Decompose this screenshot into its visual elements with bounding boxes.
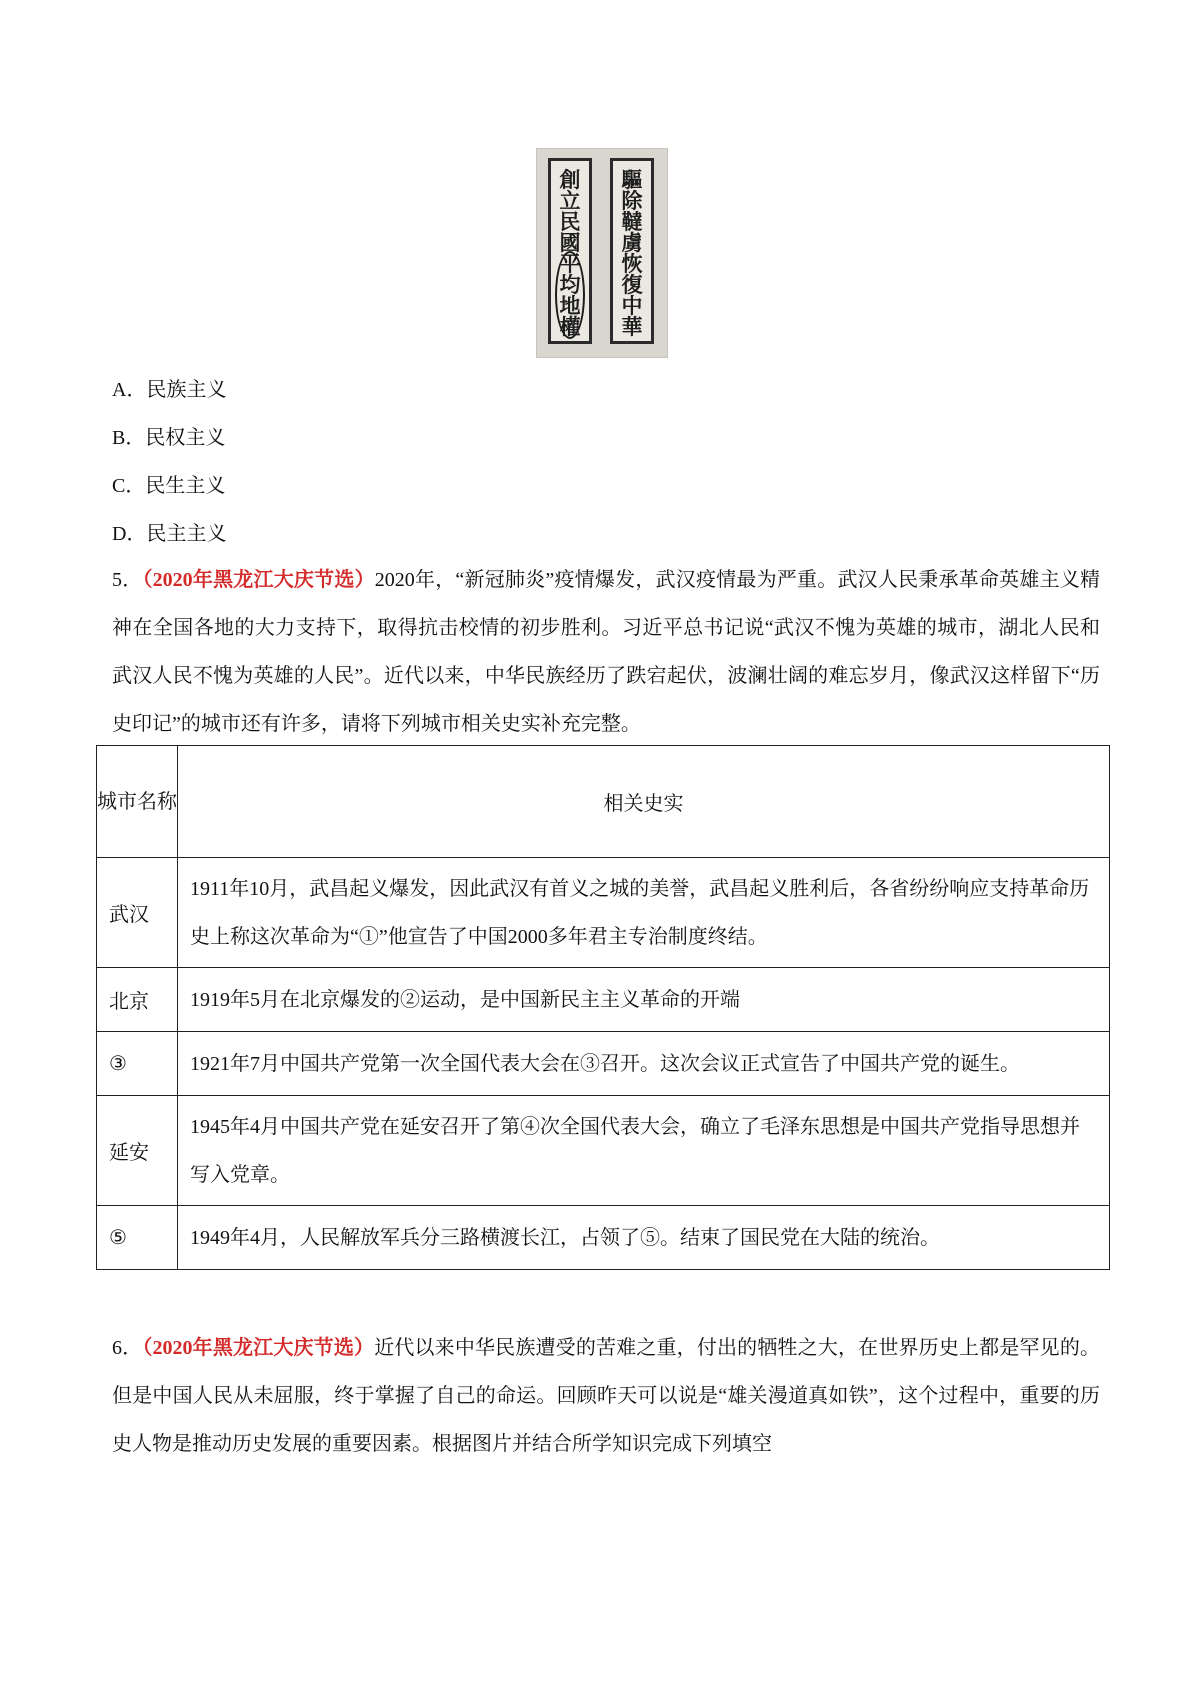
table-row — [97, 1032, 1110, 1096]
couplet-right-strip — [610, 158, 654, 344]
couplet-character: 除 — [621, 188, 643, 213]
option-c-letter: C． — [112, 475, 146, 497]
couplet-character: 韃 — [621, 209, 643, 234]
question-6 — [112, 1324, 1100, 1468]
table-row — [97, 1096, 1110, 1206]
history-facts-table — [96, 745, 1110, 1270]
city-cell: 武汉 — [97, 858, 178, 968]
couplet-character: 恢 — [621, 251, 643, 276]
couplet-character: 虜 — [621, 230, 643, 255]
couplet-character: 權 — [559, 314, 581, 339]
question-6-number: 6． — [112, 1337, 143, 1359]
couplet-character: 民 — [559, 209, 581, 234]
city-cell: 延安 — [97, 1096, 178, 1206]
header-related-facts: 相关史实 — [178, 746, 1110, 858]
question-5-source: （2020年黑龙江大庆节选） — [142, 569, 375, 591]
couplet-character: 均 — [559, 272, 581, 297]
option-d-letter: D． — [112, 523, 147, 545]
couplet-character: 國 — [559, 230, 581, 255]
couplet-character: 驅 — [621, 167, 643, 192]
couplet-left-strip — [548, 158, 592, 344]
couplet-right-text — [613, 169, 651, 337]
option-c-text: 民生主义 — [145, 475, 226, 497]
option-b — [112, 426, 225, 450]
couplet-seal-mark — [555, 251, 585, 339]
table-row — [97, 968, 1110, 1032]
couplet-character: 創 — [559, 167, 581, 192]
fact-cell: 1921年7月中国共产党第一次全国代表大会在③召开。这次会议正式宣告了中国共产党的诞生。 — [178, 1032, 1110, 1096]
question-5-text: 2020年，“新冠肺炎”疫情爆发，武汉疫情最为严重。武汉人民秉承革命英雄主义精神在全国各地的大力支持下，取得抗击校情的初步胜利。习近平总书记说“武汉不愧为英雄的城市，湖北人民和武汉人民不愧为英雄的人民”。近代以来，中华民族经历了跌宕起伏，波澜壮阔的难忘岁月，像武汉这样留下“历史印记”的城市还有许多，请将下列城市相关史实补充完整。 — [112, 569, 1101, 735]
fact-cell: 1919年5月在北京爆发的②运动，是中国新民主主义革命的开端 — [178, 968, 1110, 1032]
fact-cell: 1911年10月，武昌起义爆发，因此武汉有首义之城的美誉，武昌起义胜利后，各省纷纷响应支持革命历史上称这次革命为“①”他宣告了中国2000多年君主专治制度终结。 — [178, 858, 1110, 968]
couplet-character: 地 — [559, 293, 581, 318]
option-c — [112, 474, 225, 498]
header-city-name: 城市名称 — [97, 746, 178, 858]
question-5 — [112, 556, 1100, 748]
couplet-character: 中 — [621, 293, 643, 318]
option-a — [112, 378, 226, 402]
option-a-letter: A． — [112, 379, 147, 401]
fact-cell: 1945年4月中国共产党在延安召开了第④次全国代表大会，确立了毛泽东思想是中国共产党指导思想并写入党章。 — [178, 1096, 1110, 1206]
table-row — [97, 858, 1110, 968]
couplet-image — [536, 148, 668, 358]
city-cell: 北京 — [97, 968, 178, 1032]
option-b-text: 民权主义 — [145, 427, 226, 449]
option-d — [112, 522, 226, 546]
option-b-letter: B． — [112, 427, 146, 449]
city-cell: ③ — [97, 1032, 178, 1096]
fact-cell: 1949年4月，人民解放军兵分三路横渡长江，占领了⑤。结束了国民党在大陆的统治。 — [178, 1206, 1110, 1270]
couplet-character: 華 — [621, 314, 643, 339]
option-a-text: 民族主义 — [146, 379, 227, 401]
table-row — [97, 1206, 1110, 1270]
question-6-source: （2020年黑龙江大庆节选） — [142, 1337, 375, 1359]
option-d-text: 民主主义 — [146, 523, 227, 545]
question-6-text: 近代以来中华民族遭受的苦难之重，付出的牺牲之大，在世界历史上都是罕见的。但是中国人民从未屈服，终于掌握了自己的命运。回顾昨天可以说是“雄关漫道真如铁”，这个过程中，重要的历史人物是推动历史发展的重要因素。根据图片并结合所学知识完成下列填空 — [112, 1337, 1101, 1455]
couplet-character: 平 — [559, 251, 581, 276]
couplet-character: 復 — [621, 272, 643, 297]
question-5-number: 5． — [112, 569, 143, 591]
couplet-character: 立 — [559, 188, 581, 213]
city-cell: ⑤ — [97, 1206, 178, 1270]
table-header-row — [97, 746, 1110, 858]
